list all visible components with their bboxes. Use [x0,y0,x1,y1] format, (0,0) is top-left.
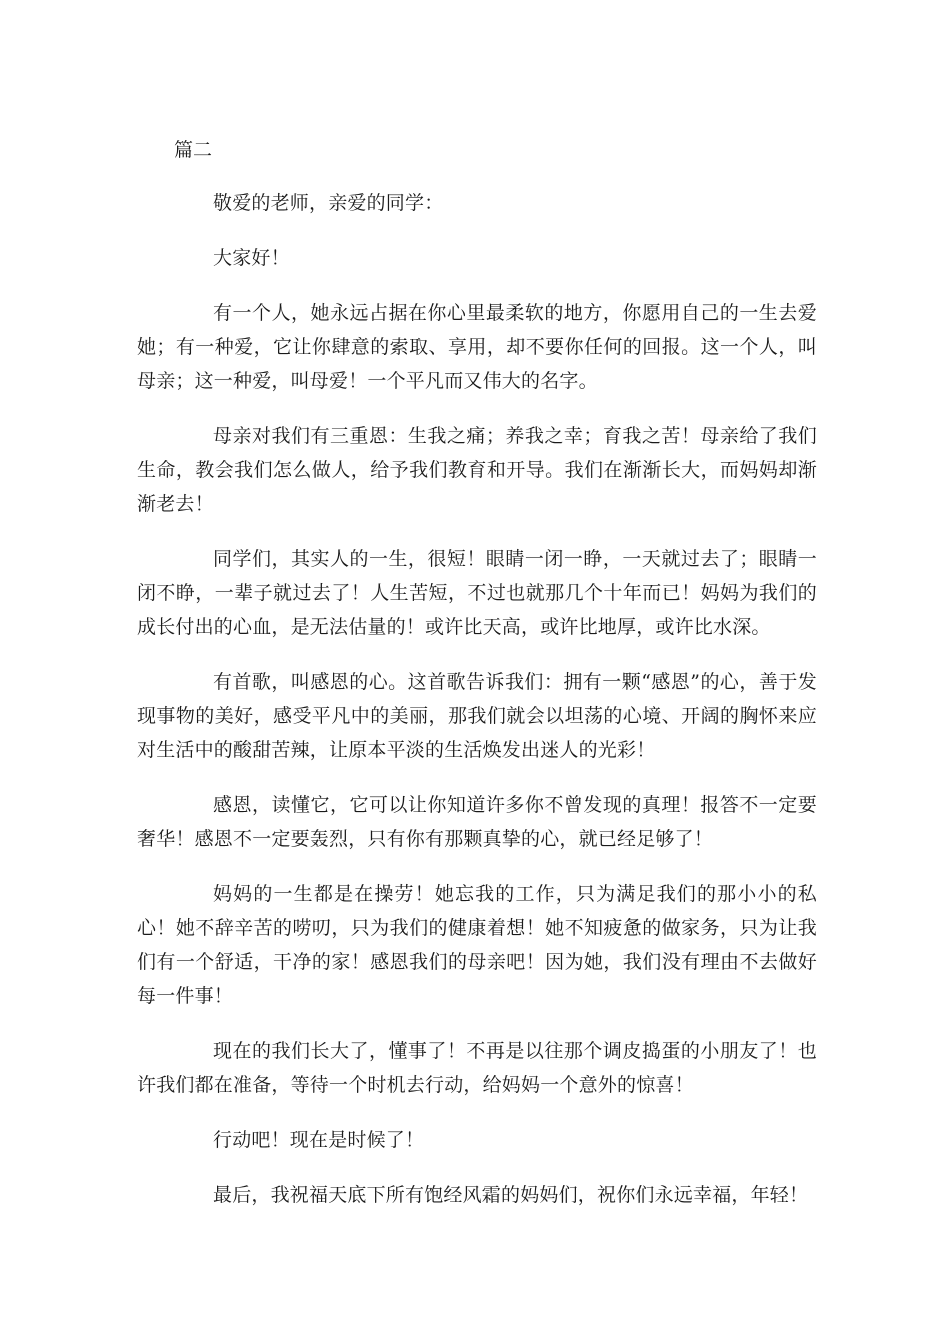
paragraph: 有一个人，她永远占据在你心里最柔软的地方，你愿用自己的一生去爱她；有一种爱，它让你肆意的索取、享用，却不要你任何的回报。这一个人，叫母亲；这一种爱，叫母爱！一个平凡而又伟大的名字。 [137,302,817,392]
paragraph-salutation: 敬爱的老师，亲爱的同学： [213,192,444,214]
document-body [137,186,817,1233]
paragraph-greeting: 大家好！ [213,247,290,269]
paragraph: 妈妈的一生都是在操劳！她忘我的工作，只为满足我们的那小小的私心！她不辞辛苦的唠叨，只为我们的健康着想！她不知疲惫的做家务，只为让我们有一个舒适，干净的家！感恩我们的母亲吧！因为她，我们没有理由不去做好每一件事！ [137,883,817,1007]
paragraph: 同学们，其实人的一生，很短！眼睛一闭一睁，一天就过去了；眼睛一闭不睁，一辈子就过去了！人生苦短，不过也就那几个十年而已！妈妈为我们的成长付出的心血，是无法估量的！或许比天高，或许比地厚，或许比水深。 [137,548,817,638]
paragraph: 感恩，读懂它，它可以让你知道许多你不曾发现的真理！报答不一定要奢华！感恩不一定要轰烈，只有你有那颗真挚的心，就已经足够了！ [137,794,817,850]
paragraph: 现在的我们长大了，懂事了！不再是以往那个调皮捣蛋的小朋友了！也许我们都在准备，等待一个时机去行动，给妈妈一个意外的惊喜！ [137,1040,817,1096]
paragraph: 有首歌，叫感恩的心。这首歌告诉我们：拥有一颗“感恩”的心，善于发现事物的美好，感受平凡中的美丽，那我们就会以坦荡的心境、开阔的胸怀来应对生活中的酸甜苦辣，让原本平淡的生活焕发出迷人的光彩！ [137,671,817,761]
paragraph: 母亲对我们有三重恩：生我之痛；养我之幸；育我之苦！母亲给了我们生命，教会我们怎么做人，给予我们教育和开导。我们在渐渐长大，而妈妈却渐渐老去！ [137,425,817,515]
section-heading: 篇二 [174,139,213,161]
paragraph: 行动吧！现在是时候了！ [213,1129,425,1151]
paragraph-closing: 最后，我祝福天底下所有饱经风霜的妈妈们，祝你们永远幸福，年轻！ [213,1184,809,1206]
